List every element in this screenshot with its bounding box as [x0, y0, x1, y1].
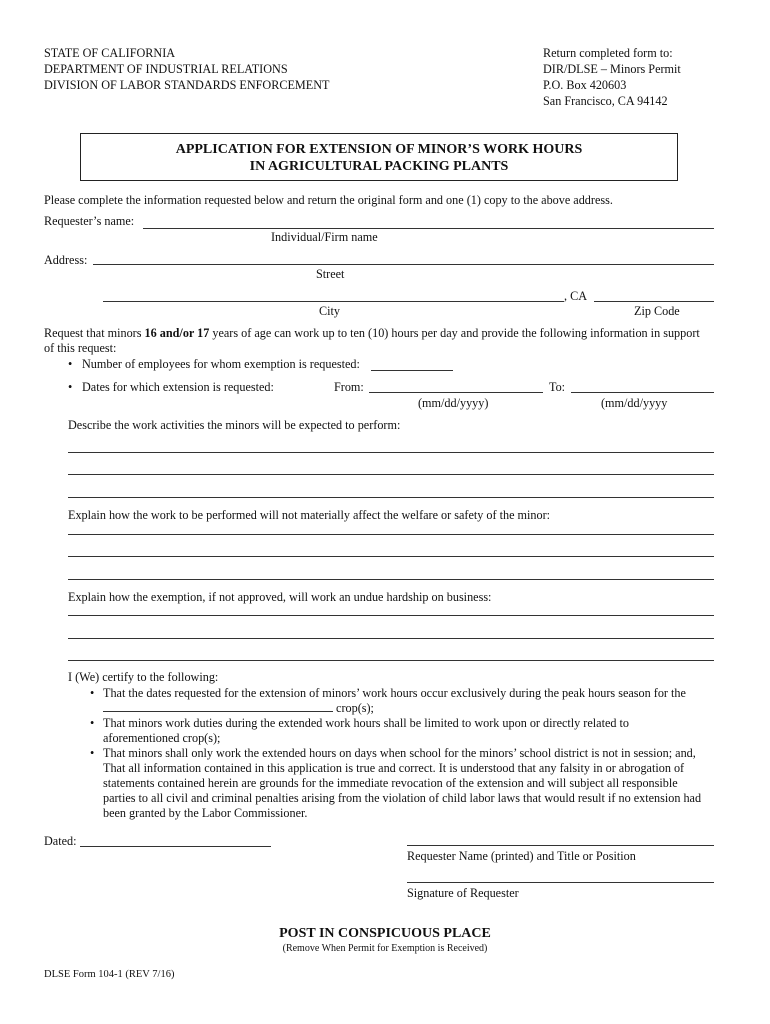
street-field[interactable]: [93, 264, 714, 265]
certify-item1-text: That the dates requested for the extension of minors’ work hours occur exclusively during the peak hours season for the: [103, 686, 686, 700]
return-address: [543, 45, 681, 109]
certify-heading: I (We) certify to the following:: [68, 670, 219, 684]
bullet-dot: •: [90, 686, 95, 700]
work-activities-line-3[interactable]: [68, 497, 714, 498]
request-text-line2: of this request:: [44, 341, 117, 355]
certify-item3-line: statements contained herein are grounds for the immediate revocation of the extension and will subject all responsible: [103, 776, 678, 790]
welfare-line-2[interactable]: [68, 556, 714, 557]
bullet-dot: •: [90, 746, 95, 760]
employees-label: Number of employees for whom exemption is requested:: [82, 357, 360, 371]
to-date-field[interactable]: [571, 392, 714, 393]
return-po-box: P.O. Box 420603: [543, 78, 627, 92]
crop-label: crop(s);: [336, 701, 374, 715]
certify-item2-text-cont: aforementioned crop(s);: [103, 731, 221, 745]
from-date-caption: (mm/dd/yyyy): [418, 396, 489, 410]
request-ages: 16 and/or 17: [144, 326, 210, 340]
requester-signature-field[interactable]: [407, 882, 714, 883]
agency-department: DEPARTMENT OF INDUSTRIAL RELATIONS: [44, 62, 288, 76]
certify-item-peak-season: [90, 686, 720, 716]
hardship-line-2[interactable]: [68, 638, 714, 639]
welfare-line-3[interactable]: [68, 579, 714, 580]
dates-label: Dates for which extension is requested:: [82, 380, 274, 394]
form-title: [80, 133, 678, 181]
form-title-line1: APPLICATION FOR EXTENSION OF MINOR’S WORK HOURS: [175, 142, 583, 157]
certify-item3-line: That minors shall only work the extended hours on days when school for the minors’ school district is not in session; and,: [103, 746, 696, 760]
agency-state: STATE OF CALIFORNIA: [44, 46, 176, 60]
work-activities-question: Describe the work activities the minors will be expected to perform:: [68, 418, 401, 432]
agency-division: DIVISION OF LABOR STANDARDS ENFORCEMENT: [44, 78, 330, 92]
form-title-line2: IN AGRICULTURAL PACKING PLANTS: [249, 159, 509, 174]
employees-count-field[interactable]: [371, 370, 453, 371]
return-label: Return completed form to:: [543, 46, 673, 60]
certify-item-duties: [90, 716, 720, 746]
from-date-field[interactable]: [369, 392, 543, 393]
to-date-caption: (mm/dd/yyyy: [601, 396, 668, 410]
intro-text: Please complete the information requested below and return the original form and one (1) copy to the above address.: [44, 193, 613, 207]
work-activities-line-1[interactable]: [68, 452, 714, 453]
certify-list: [90, 686, 720, 821]
certify-item2-text: That minors work duties during the extended work hours shall be limited to work upon or directly related to: [103, 716, 629, 730]
agency-header: [44, 45, 329, 93]
requester-caption: Individual/Firm name: [271, 230, 378, 244]
welfare-line-1[interactable]: [68, 534, 714, 535]
request-text-end: years of age can work up to ten (10) hours per day and provide the following information in support: [209, 326, 700, 340]
certify-item3-line: been granted by the Labor Commissioner.: [103, 806, 308, 820]
from-label: From:: [334, 380, 364, 394]
post-notice: POST IN CONSPICUOUS PLACE: [279, 926, 491, 941]
return-recipient: DIR/DLSE – Minors Permit: [543, 62, 681, 76]
bullet-employees: [68, 357, 360, 372]
requester-name-caption: Requester Name (printed) and Title or Position: [407, 849, 636, 863]
requester-label: Requester’s name:: [44, 214, 135, 228]
certify-item3-line: parties to all civil and criminal penalties arising from the violation of child labor laws that would result if no extension had: [103, 791, 702, 805]
dated-label: Dated:: [44, 834, 77, 848]
form-id: DLSE Form 104-1 (REV 7/16): [44, 969, 175, 980]
hardship-line-1[interactable]: [68, 615, 714, 616]
hardship-question: Explain how the exemption, if not approved, will work an undue hardship on business:: [68, 590, 492, 604]
requester-printed-name-field[interactable]: [407, 845, 714, 846]
dated-field[interactable]: [80, 846, 271, 847]
certify-item3-line: That all information contained in this application is true and correct. It is understood that any falsity in or abrogation of: [103, 761, 685, 775]
street-caption: Street: [316, 267, 345, 281]
work-activities-line-2[interactable]: [68, 474, 714, 475]
request-text-start: Request that minors: [44, 326, 145, 340]
welfare-question: Explain how the work to be performed will not materially affect the welfare or safety of the minor:: [68, 508, 551, 522]
crop-line: [103, 701, 720, 716]
zip-field[interactable]: [594, 301, 714, 302]
requester-name-field[interactable]: [143, 228, 714, 229]
bullet-dot: •: [68, 357, 73, 371]
city-caption: City: [319, 304, 340, 318]
address-label: Address:: [44, 253, 88, 267]
certify-item-school: [90, 746, 720, 821]
to-label: To:: [549, 380, 566, 394]
return-city: San Francisco, CA 94142: [543, 94, 668, 108]
signature-caption: Signature of Requester: [407, 886, 519, 900]
crop-field[interactable]: [103, 711, 333, 712]
bullet-dates: [68, 380, 274, 395]
state-label: , CA: [564, 289, 588, 303]
city-field[interactable]: [103, 301, 564, 302]
request-text: [44, 326, 700, 341]
bullet-dot: •: [90, 716, 95, 730]
zip-caption: Zip Code: [634, 304, 680, 318]
hardship-line-3[interactable]: [68, 660, 714, 661]
bullet-dot: •: [68, 380, 73, 394]
remove-notice: (Remove When Permit for Exemption is Received): [282, 943, 488, 954]
